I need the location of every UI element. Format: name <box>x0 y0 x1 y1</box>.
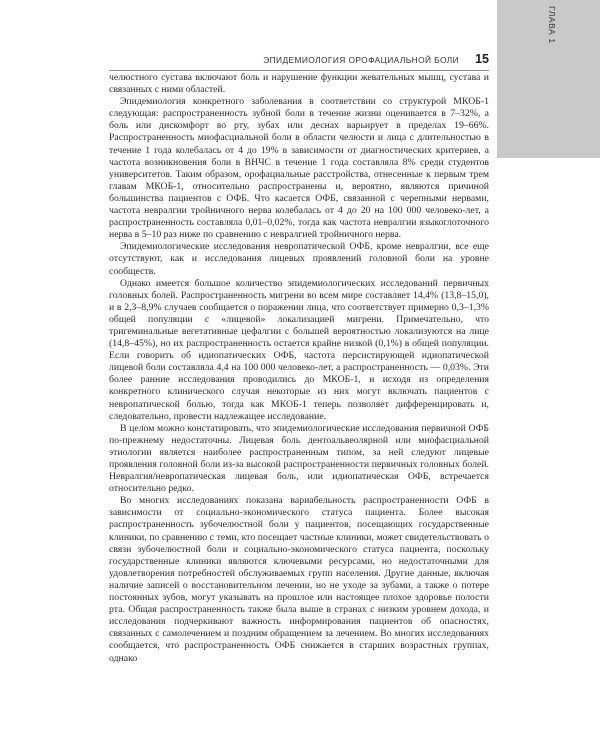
paragraph: Во многих исследованиях показана вариабельность распространенности ОФБ в зависимости от социально-экономического статуса пациента. Более высокая распространенность зубочелюстной боли у пациентов, посещающих государственные клиники, по сравнению с теми, кто посещает частные клиники, может свидетельствовать о связи зубочелюстной боли и социально-экономического статуса пациента, поскольку государственные клиники являются ключевыми ресурсами, но недостаточными для удовлетворения потребностей обслуживаемых групп населения. Другие данные, включая наличие записей о восстановительном лечении, но не уходе за зубами, а также о потере постоянных зубов, могут указывать на прошлое или настоящее плохое здоровье полости рта. Общая распространенность также была выше в странах с низким уровнем дохода, и исследования подчеркивают важность информирования пациентов об опасностях, связанных с самолечением и поздним обращением за лечением. Во многих исследованиях сообщается, что распространенность ОФБ снижается в старших возрастных группах, однако <box>109 495 489 664</box>
paragraph: Эпидемиологические исследования невропатической ОФБ, кроме невралгии, все еще отсутствуют, как и исследования лицевых проявлений головной боли на уровне сообществ. <box>109 241 489 277</box>
running-header-title: ЭПИДЕМИОЛОГИЯ ОРОФАЦИАЛЬНОЙ БОЛИ <box>263 55 460 65</box>
paragraph: Однако имеется большое количество эпидемиологических исследований первичных головных болей. Распространенность мигрени во всем мире составляет 14,4% (13,8–15,0), и в 2,3–8,9% случаев сообщается о поражении лица, что соответствует примерно 0,3–1,3% общей популяции с «лицевой» локализацией мигрени. Примечательно, что тригеминальные вегетативные цефалгии с большей вероятностью локализуются на лице (14,8–45%), но их распространенность остается крайне низкой (0,1%) в общей популяции. Если говорить об идиопатических ОФБ, частота персистирующей идиопатической лицевой боли составляла 4,4 на 100 000 человеко-лет, а распространенность — 0,03%. Эти более ранние исследования проводились до МКОБ-1, и исходя из определения конкретного клинического случая некоторые из них могут включать пациентов с невропатической болью, тогда как МКОБ-1 теперь позволяет дифференцировать и, следовательно, провести надлежащее исследование. <box>109 277 489 422</box>
page-number: 15 <box>475 52 489 66</box>
running-header <box>109 52 489 71</box>
chapter-side-tab <box>497 0 600 158</box>
paragraph: челюстного сустава включают боль и нарушение функции жевательных мышц, сустава и связанных с ними областей. <box>109 72 489 96</box>
paragraph: Эпидемиология конкретного заболевания в соответствии со структурой МКОБ-1 следующая: распространенность зубной боли в течение жизни оценивается в 7–32%, а боль или дискомфорт во рту, зубах или деснах варьирует в пределах 19–66%. Распространенность миофасциальной боли в области челюсти и лица с длительностью в течение 1 года колебалась от 4 до 19% в зависимости от диагностических критериев, а частота возникновения боли в ВНЧС в течение 1 года составляла 8% среди студентов университетов. Таким образом, орофациальные расстройства, отнесенные к первым трем главам МКОБ-1, относительно распространены и, вероятно, являются причиной большинства пациентов с ОФБ. Что касается ОФБ, связанной с черепными нервами, частота невралгии тройничного нерва колебалась от 4 до 20 на 100 000 человеко-лет, а распространенность составляла 0,01–0,02%, тогда как частота невралгии языкоглоточного нерва в 5–10 раз ниже по сравнению с невралгией тройничного нерва. <box>109 96 489 241</box>
paragraph: В целом можно констатировать, что эпидемиологические исследования первичной ОФБ по-прежнему недостаточны. Лицевая боль дентоальвеолярной или миофасциальной этиологии является наиболее распространенным типом, за ней следуют лицевые проявления головной боли из-за высокой распространенности первичных головных болей. Невралгия/невропатическая лицевая боль, или идиопатическая ОФБ, встречается относительно редко. <box>109 422 489 495</box>
chapter-label: ГЛАВА 1 <box>547 6 557 44</box>
body-text <box>109 72 489 665</box>
